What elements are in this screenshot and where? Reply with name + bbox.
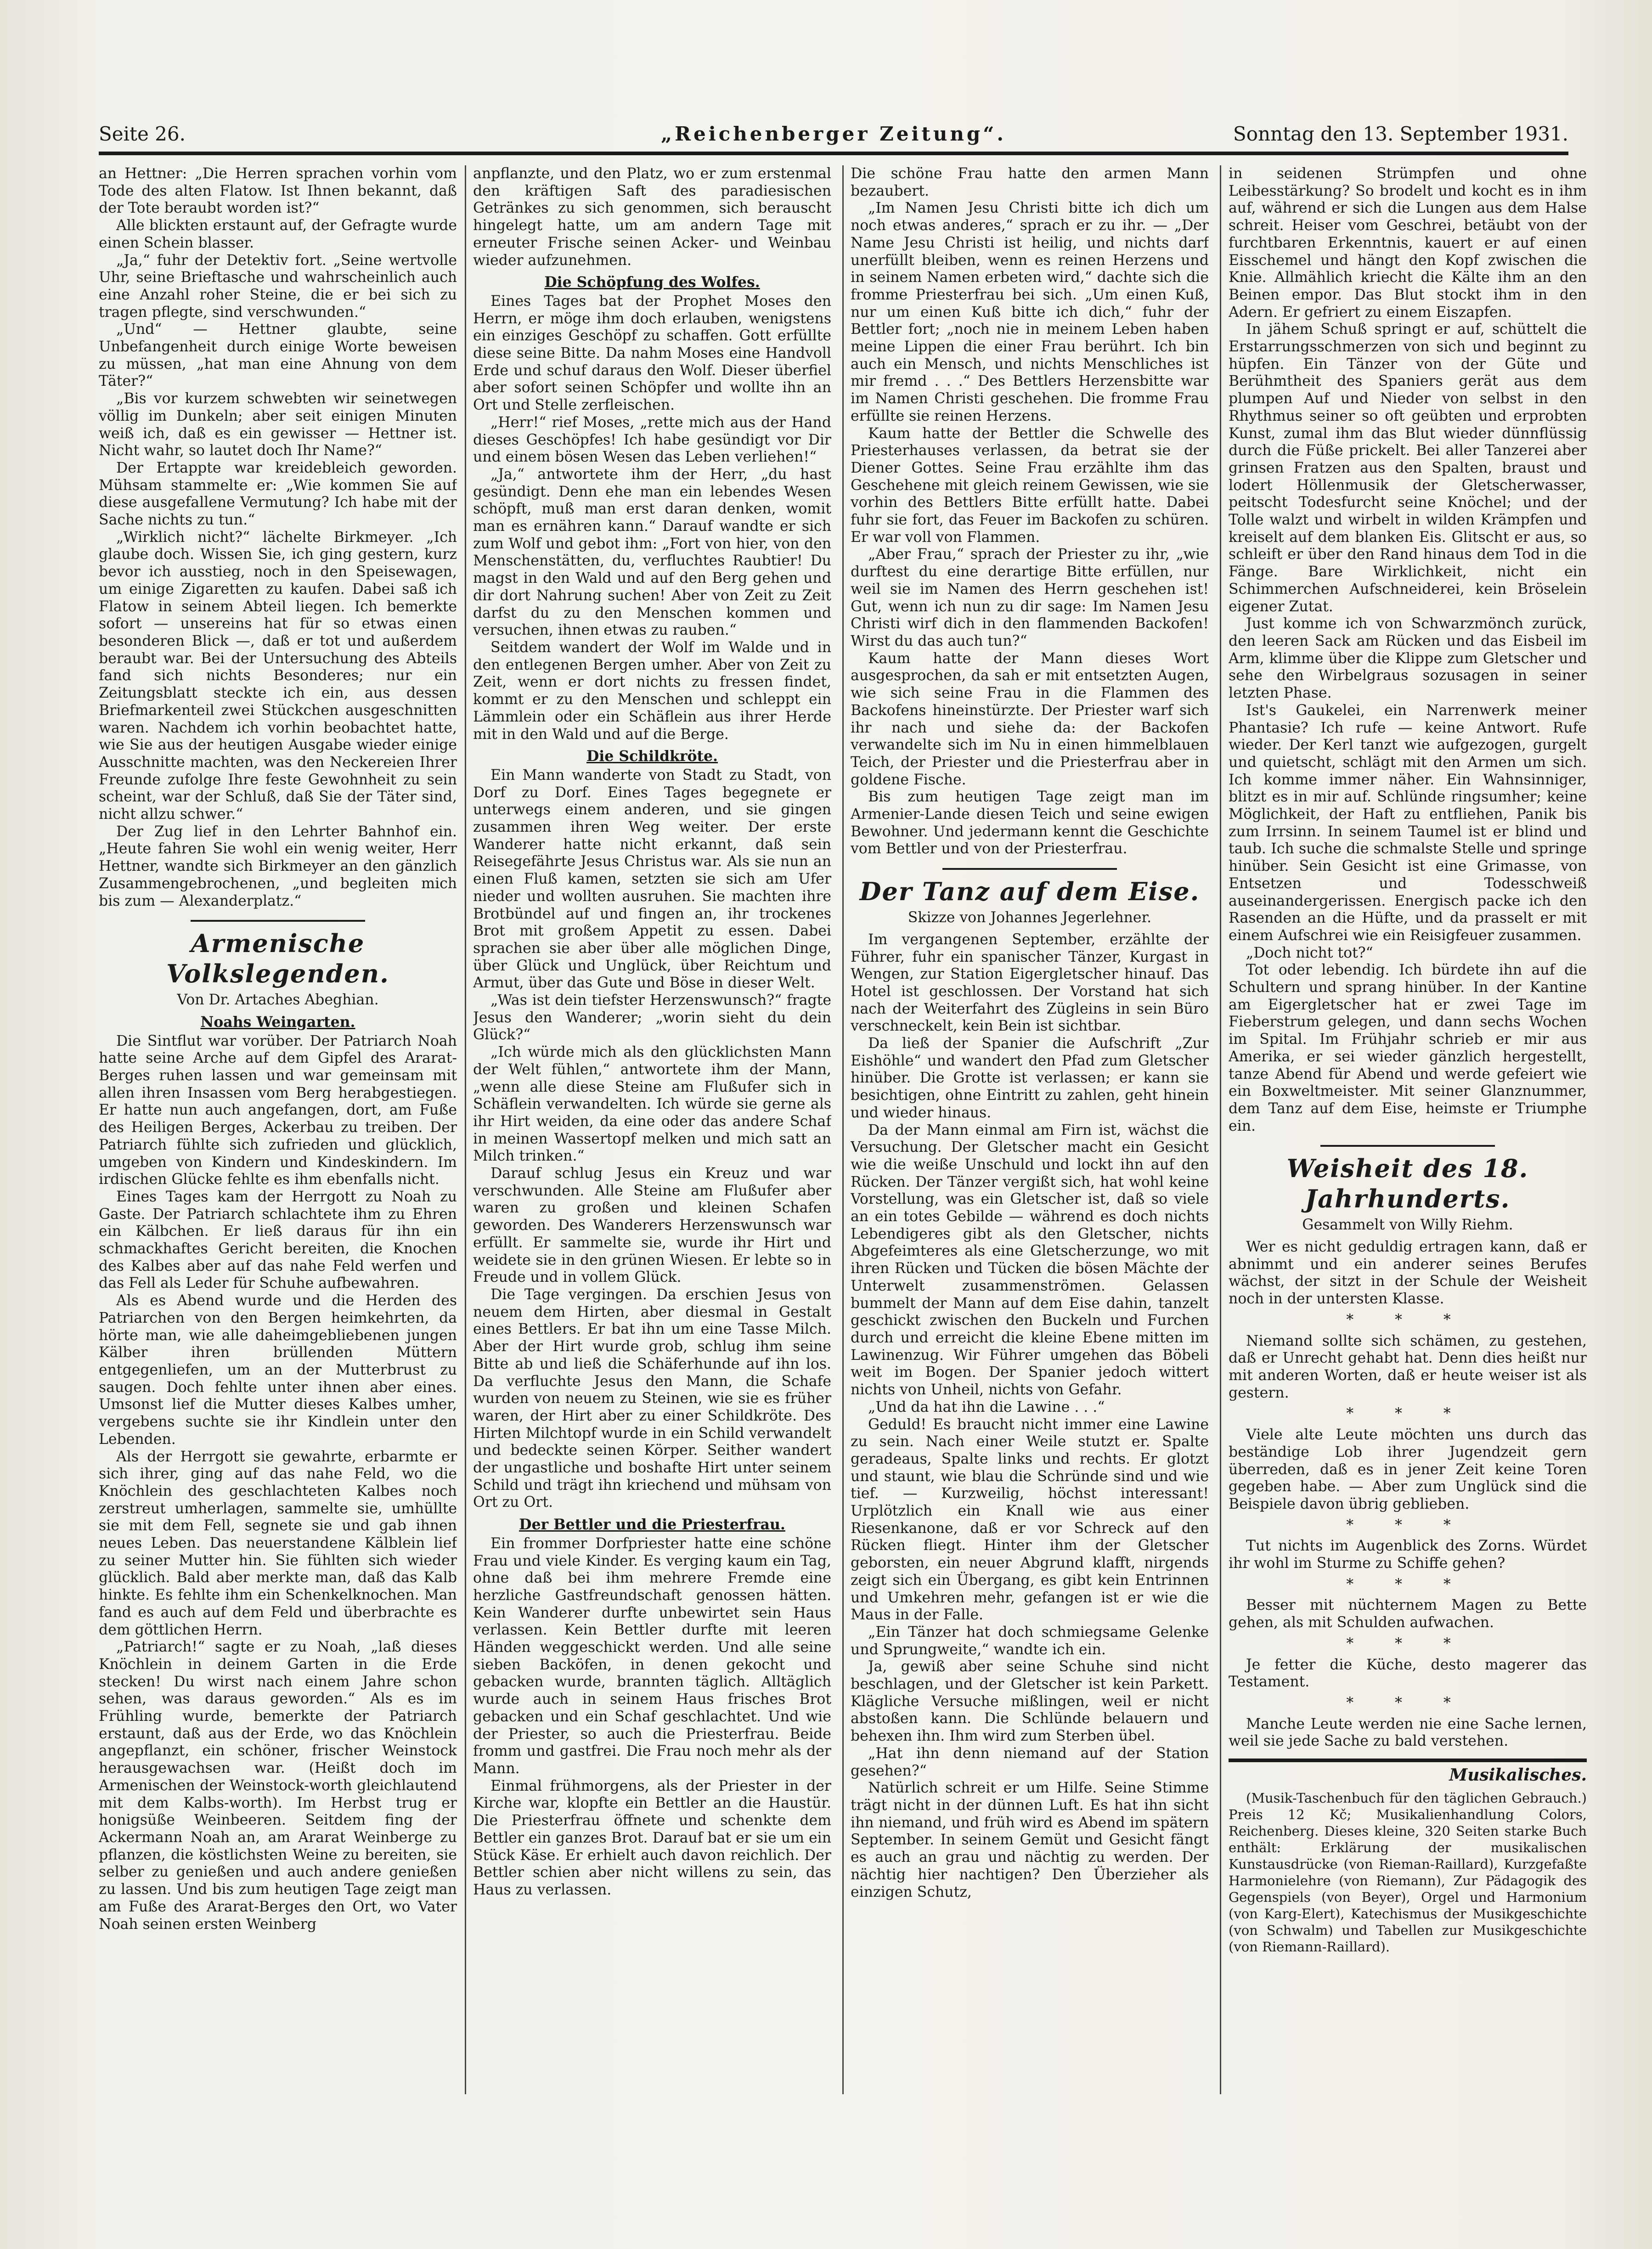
section-rule xyxy=(942,868,1117,870)
paragraph: In jähem Schuß springt er auf, schüttelt die Erstarrungsschmerzen von sich und beginnt zu hüpfen. Ein Tänzer von der Güte und Berühmtheit des Spaniers gerät aus dem plumpen Auf und Nieder von selbst in den Rhythmus seiner so oft geübten und erprobten Kunst, zumal ihm das Blut wieder dünnflüssig durch die Füße prickelt. Bei aller Tanzerei aber grinsen Fratzen aus den Spalten, braust und lodert Höllenmusik der Gletscherwasser, peitscht Todesfurcht seine Knöchel; und der Tolle walzt und wirbelt in wilden Krämpfen und kreiselt auf dem blanken Eis. Glitscht er aus, so schleift er über den Rand hinaus dem Tod in die Fänge. Bare Wirklichkeit, nicht ein Schimmerchen Aufschneiderei, kein Bröselein eigener Zutat. xyxy=(1229,321,1587,615)
feature-byline: Gesammelt von Willy Riehm. xyxy=(1302,1217,1513,1234)
column-2 xyxy=(473,165,831,2085)
paragraph: „Doch nicht tot?“ xyxy=(1246,944,1373,961)
column-divider xyxy=(465,165,466,2094)
saying: Manche Leute werden nie eine Sache lernen, weil sie jede Sache zu bald verstehen. xyxy=(1229,1715,1587,1750)
paragraph: Da der Mann einmal am Firn ist, wächst die Versuchung. Der Gletscher macht ein Gesicht wie die weiße Unschuld und lockt ihn auf den Rücken. Der Tänzer vergißt sich, hat wohl keine Vorstellung, was ein Gletscher ist, daß so viele an ein totes Gebilde — während es doch nichts Lebendigeres gibt als den Gletscher, nichts Abgefeimteres als eine Gletscherzunge, wo mit ihren Rücken und Tücken die bösen Mächte der Unterwelt zusammenströmen. Gelassen bummelt der Mann auf dem Eise dahin, tanzelt geschickt zwischen den Buckeln und Furchen durch und erreicht die kleine Ebene mitten im Lawinenzug. Wir Führer umgehen das Böbeli weit im Bogen. Der Spanier jedoch wittert nichts von Unheil, nichts von Gefahr. xyxy=(851,1122,1209,1398)
paragraph: Ja, gewiß aber seine Schuhe sind nicht beschlagen, und der Gletscher ist kein Parkett. Klägliche Versuche mißlingen, weil er nicht abstoßen kann. Die Schlünde belauern und behexen ihn. Ihm wird zum Sterben übel. xyxy=(851,1658,1209,1745)
paragraph: Ein frommer Dorfpriester hatte eine schöne Frau und viele Kinder. Es verging kaum ein Tag, ohne daß bei ihm mehrere Fremde eine herzliche Gastfreundschaft genossen hätten. Kein Wanderer durfte unbewirtet sein Haus verlassen. Kein Bettler durfte mit leeren Händen weggeschickt werden. Und alle seine sieben Backöfen, in denen gekocht und gebacken wurde, brannten täglich. Alltäglich wurde auch in seinem Haus frisches Brot gebacken und ein Schaf geschlachtet. Und wie der Priester, so auch die Priesterfrau. Beide fromm und gastfrei. Die Frau noch mehr als der Mann. xyxy=(473,1535,831,1777)
issue-date: Sonntag den 13. September 1931. xyxy=(1233,123,1568,145)
paragraph: Der Zug lief in den Lehrter Bahnhof ein. „Heute fahren Sie wohl ein wenig weiter, Herr Hettner, wandte sich Birkmeyer an den gänzlich Zusammengebrochenen, „und begleiten mich bis zum — Alexanderplatz.“ xyxy=(99,823,457,909)
paragraph: Einmal frühmorgens, als der Priester in der Kirche war, klopfte ein Bettler an die Haustür. Die Priesterfrau öffnete und schenkte dem Bettler ein ganzes Brot. Darauf bat er sie um ein Stück Käse. Er erhielt auch davon reichlich. Der Bettler schien aber nicht willens zu sein, das Haus zu verlassen. xyxy=(473,1777,831,1898)
paragraph: Eines Tages kam der Herrgott zu Noah zu Gaste. Der Patriarch schlachtete ihm zu Ehren ein Kälbchen. Er ließ daraus für ihn ein schmackhaftes Gericht bereiten, die Knochen des Kalbes aber auf das nahe Feld werfen und das Fell als Leder für Schuhe aufbewahren. xyxy=(99,1188,457,1292)
paragraph: Kaum hatte der Mann dieses Wort ausgesprochen, da sah er mit entsetzten Augen, wie sich seine Frau in die Flammen des Backofens hineinstürzte. Der Priester warf sich ihr nach und siehe da: der Backofen verwandelte sich im Nu in einen himmelblauen Teich, der Priester und die Priesterfrau aber in goldene Fische. xyxy=(851,650,1209,788)
paragraph: „Hat ihn denn niemand auf der Station gesehen?“ xyxy=(851,1745,1209,1779)
paragraph: an Hettner: „Die Herren sprachen vorhin vom Tode des alten Flatow. Ist Ihnen bekannt, daß der Tote beraubt worden ist?“ xyxy=(99,165,457,217)
paragraph: Die Tage vergingen. Da erschien Jesus von neuem dem Hirten, aber diesmal in Gestalt eines Bettlers. Er bat ihn um eine Tasse Milch. Aber der Hirt wurde grob, schlug ihm seine Bitte ab und ließ die Schäferhunde auf ihn los. Da verfluchte Jesus den Mann, die Schafe wurden von neuem zu Steinen, wie sie es früher waren, der Hirt aber zu einer Schildkröte. Des Hirten Milchtopf wurde in ein Schild verwandelt und bedeckte seinen Körper. Seither wandert der ungastliche und boshafte Hirt unter seinem Schild und trägt ihn kriechend und mühsam von Ort zu Ort. xyxy=(473,1286,831,1511)
star-separator: * * * xyxy=(1346,1576,1469,1593)
subheading: Die Schöpfung des Wolfes. xyxy=(544,274,760,291)
column-3 xyxy=(851,165,1209,2085)
paragraph: Eines Tages bat der Prophet Moses den Herrn, er möge ihm doch erlauben, wenigstens ein einziges Geschöpf zu schaffen. Gott erfüllte diese seine Bitte. Da nahm Moses eine Handvoll Erde und schuf daraus den Wolf. Dieser überfiel aber sofort seinen Schöpfer und wollte ihn an Ort und Stelle zerfleischen. xyxy=(473,293,831,414)
header-rule xyxy=(99,152,1568,155)
subheading: Der Bettler und die Priesterfrau. xyxy=(519,1516,785,1533)
paragraph: „Ein Tänzer hat doch schmiegsame Gelenke und Sprungweite,“ wandte ich ein. xyxy=(851,1623,1209,1658)
paragraph: (Musik-Taschenbuch für den täglichen Gebrauch.) Preis 12 Kč; Musikalienhandlung Colors, Reichenberg. Dieses kleine, 320 Seiten starke Buch enthält: Erklärung der musikalischen Kunstausdrücke (von Rieman-Raillard), Kurzgefaßte Harmonielehre (von Riemann), Zur Pädagogik des Gegenspiels (von Beyer), Orgel und Harmonium (von Karg-Elert), Katechismus der Musikgeschichte (von Schwalm) und Tabellen zur Musikgeschichte (von Riemann-Raillard). xyxy=(1229,1790,1587,1955)
saying: Viele alte Leute möchten uns durch das beständige Lob ihrer Jugendzeit gern überreden, daß es in jener Zeit keine Toren gegeben habe. — Aber zum Unglück sind die Beispiele davon übrig geblieben. xyxy=(1229,1426,1587,1512)
feature-title: Der Tanz auf dem Eise. xyxy=(859,877,1200,907)
star-separator: * * * xyxy=(1346,1635,1469,1652)
paragraph: Geduld! Es braucht nicht immer eine Lawine zu sein. Nach einer Weile stutzt er. Spalte geradeaus, Spalte links und rechts. Er glotzt und staunt, wie blau die Schründe sind und wie tief. — Kurzweilig, höchst interessant! Urplötzlich ein Knall wie aus einer Riesenkanone, daß er vor Schreck auf den Rücken fliegt. Hinter ihm der Gletscher geborsten, ein neuer Abgrund klafft, nirgends zeigt sich ein Übergang, es gibt kein Entrinnen und Umkehren mehr, gefangen ist er wie die Maus in der Falle. xyxy=(851,1416,1209,1623)
paragraph: Als es Abend wurde und die Herden des Patriarchen von den Bergen heimkehrten, da hörte man, wie alle daheimgebliebenen jungen Kälber ihren brüllenden Müttern entgegenliefen, um an der Mutterbrust zu saugen. Doch fehlte unter ihnen aber eines. Umsonst lief die Mutter dieses Kalbes umher, vergebens suchte sie ihr Kindlein unter den Lebenden. xyxy=(99,1292,457,1448)
paragraph: Ist's Gaukelei, ein Narrenwerk meiner Phantasie? Ich rufe — keine Antwort. Rufe wieder. Der Kerl tanzt wie aufgezogen, gurgelt und quietscht, schlägt mit den Armen um sich. Ich komme immer näher. Ein Wahnsinniger, blitzt es in mir auf. Schlünde ringsumher; keine Möglichkeit, der Haft zu entfliehen, Panik bis zum Irrsinn. In seinem Taumel ist er blind und taub. Ich suche die schmalste Stelle und springe hinüber. Sein Gesicht ist eine Grimasse, von Entsetzen und Todesschweiß auseinandergerissen. Energisch packe ich den Rasenden an die Hüfte, und da prasselt er mit einem Aufschrei wie ein Reisigfeuer zusammen. xyxy=(1229,702,1587,944)
paragraph: „Im Namen Jesu Christi bitte ich dich um noch etwas anderes,“ sprach er zu ihr. — „Der Name Jesu Christi ist heilig, und nichts darf unerfüllt bleiben, wenn es reinen Herzens und in seinem Namen erbeten wird,“ dachte sich die fromme Priesterfrau bei sich. „Um einen Kuß, nur um einen Kuß bitte ich dich,“ fuhr der Bettler fort; „noch nie in meinem Leben haben meine Lippen die einer Frau berührt. Ich bin auch ein Mensch, und nichts Menschliches ist mir fremd . . .“ Des Bettlers Herzensbitte war im Namen Christi geschehen. Die fromme Frau erfüllte sie reinen Herzens. xyxy=(851,200,1209,424)
paragraph: „Was ist dein tiefster Herzenswunsch?“ fragte Jesus den Wanderer; „worin sieht du dein Glück?“ xyxy=(473,992,831,1043)
column-1 xyxy=(99,165,457,2085)
column-divider xyxy=(1220,165,1221,2094)
page-number: Seite 26. xyxy=(99,123,186,145)
section-heading: Musikalisches. xyxy=(1449,1765,1587,1785)
paragraph: in seidenen Strümpfen und ohne Leibesstärkung? So brodelt und kocht es in ihm auf, während er sich die Lungen aus dem Halse schreit. Heiser vom Geschrei, betäubt von der furchtbaren Erkenntnis, kauert er auf einen Eisschemel und hängt den Kopf zwischen die Knie. Allmählich kriecht die Kälte ihm an den Beinen empor. Das Blut stockt ihm in den Adern. Er gefriert zu einem Eiszapfen. xyxy=(1229,165,1587,321)
page-header xyxy=(99,120,1568,148)
paragraph: Die Sintflut war vorüber. Der Patriarch Noah hatte seine Arche auf dem Gipfel des Ararat-Berges ruhen lassen und war gemeinsam mit allen ihren Insassen vom Berg herabgestiegen. Er hatte nun auch angefangen, dort, am Fuße des Heiligen Berges, Ackerbau zu treiben. Der Patriarch fühlte sich zufrieden und glücklich, umgeben von Kindern und Kindeskindern. Im irdischen Glücke fehlte es ihm ebenfalls nicht. xyxy=(99,1032,457,1188)
feature-title: Armenische Volkslegenden. xyxy=(166,929,389,989)
paragraph: Die schöne Frau hatte den armen Mann bezaubert. xyxy=(851,165,1209,199)
star-separator: * * * xyxy=(1346,1311,1469,1328)
star-separator: * * * xyxy=(1346,1516,1469,1533)
paragraph: Natürlich schreit er um Hilfe. Seine Stimme trägt nicht in der dünnen Luft. Es hat ihn sicht ihn niemand, und früh wird es Abend im spätern September. In seinem Gemüt und Gesicht fängt es auch an grau und nächtig zu werden. Der nächtig hier nachtigen? Den Überzieher als einzigen Schutz, xyxy=(851,1780,1209,1900)
paragraph: „Wirklich nicht?“ lächelte Birkmeyer. „Ich glaube doch. Wissen Sie, ich ging gestern, kurz bevor ich ausstieg, noch in den Speisewagen, um einige Zigaretten zu kaufen. Dabei saß ich Flatow in seinem Abteil liegen. Ich bemerkte sofort — unsereins hat für so etwas einen besonderen Blick —, daß er tot und außerdem beraubt war. Bei der Untersuchung des Abteils fand sich nichts Besonderes; nur ein Zeitungsblatt steckte ich ein, aus dessen Briefmarkenteil zwei Stückchen ausgeschnitten waren. Nachdem ich vorhin beobachtet hatte, wie Sie aus der heutigen Ausgabe wieder einige Ausschnitte machten, was den Neckereien Ihrer Freunde zufolge Ihre feste Gewohnheit zu sein scheint, war der Schluß, daß Sie der Täter sind, nicht allzu schwer.“ xyxy=(99,529,457,823)
feature-byline: Von Dr. Artaches Abeghian. xyxy=(177,992,379,1009)
paragraph: Seitdem wandert der Wolf im Walde und in den entlegenen Bergen umher. Aber von Zeit zu Zeit, wenn er dort nichts zu fressen findet, kommt er zu den Menschen und schleppt ein Lämmlein oder ein Schäflein aus ihrer Herde mit in den Wald und auf die Berge. xyxy=(473,639,831,743)
paragraph: Als der Herrgott sie gewahrte, erbarmte er sich ihrer, ging auf das nahe Feld, wo die Knöchlein des geschlachteten Kalbes noch zerstreut umherlagen, sammelte sie, umhüllte sie mit dem Fell, segnete sie und gab ihnen neues Leben. Das neuerstandene Kälblein lief zu seiner Mutter hin. Sie fühlten sich wieder glücklich. Bald aber merkte man, daß das Kalb hinkte. Es fehlte ihm ein Schenkelknochen. Man fand es auch auf dem Feld und überbrachte es dem göttlichen Herrn. xyxy=(99,1448,457,1638)
paragraph: Tot oder lebendig. Ich bürdete ihn auf die Schultern und sprang hinüber. In der Kantine am Eigergletscher hat er zwei Tage im Fieberstrum gelegen, und dann sechs Wochen im Spital. Im Frühjahr schrieb er mir aus Amerika, er sei wieder gänzlich hergestellt, tanze Abend für Abend und werde gefeiert wie ein Boxweltmeister. Mit seiner Glanznummer, dem Tanz auf dem Eise, heimste er Triumphe ein. xyxy=(1229,962,1587,1134)
paragraph: „Und da hat ihn die Lawine . . .“ xyxy=(868,1398,1105,1415)
paragraph: „Patriarch!“ sagte er zu Noah, „laß dieses Knöchlein in deinem Garten in die Erde stecken! Du wirst nach einem Jahre schon sehen, was daraus geworden.“ Als es im Frühling wurde, bemerkte der Patriarch erstaunt, daß aus der Erde, wo das Knöchlein angepflanzt, ein schöner, frischer Weinstock herausgewachsen war. (Heißt doch im Armenischen der Weinstock-worth gleichlautend mit dem Kalbs-worth). Im Herbst trug er honigsüße Weinbeeren. Seitdem fing der Ackermann Noah an, am Ararat Weinberge zu pflanzen, die köstlichsten Weine zu bereiten, sie selber zu genießen und auch andere genießen zu lassen. Und bis zum heutigen Tage zeigt man am Fuße des Ararat-Berges den Ort, wo Vater Noah seinen ersten Weinberg xyxy=(99,1639,457,1933)
paragraph: anpflanzte, und den Platz, wo er zum erstenmal den kräftigen Saft des paradiesischen Getränkes zu sich genommen, sich berauscht hingelegt hatte, um am andern Tage mit erneuter Frische seinen Acker- und Weinbau wieder aufzunehmen. xyxy=(473,165,831,269)
paragraph: Darauf schlug Jesus ein Kreuz und war verschwunden. Alle Steine am Flußufer aber waren zu großen und kleinen Schafen geworden. Des Wanderers Herzenswunsch war erfüllt. Er sammelte sie, wurde ihr Hirt und weidete sie in den grünen Wiesen. Er lebte so in Freude und in vollem Glück. xyxy=(473,1165,831,1286)
paragraph: „Aber Frau,“ sprach der Priester zu ihr, „wie durftest du eine derartige Bitte erfüllen, nur weil sie im Namen des Herrn geschehen ist! Gut, wenn ich nun zu dir sage: Im Namen Jesu Christi wirf dich in den flammenden Backofen! Wirst du das auch tun?“ xyxy=(851,546,1209,649)
subheading: Die Schildkröte. xyxy=(586,748,718,765)
paragraph: Bis zum heutigen Tage zeigt man im Armenier-Lande diesen Teich und seine ewigen Bewohner. Und jedermann kennt die Geschichte vom Bettler und von der Priesterfrau. xyxy=(851,789,1209,857)
paragraph: „Ich würde mich als den glücklichsten Mann der Welt fühlen,“ antwortete ihm der Mann, „wenn alle diese Steine am Flußufer sich in Schäflein verwandelten. Ich würde sie gerne als ihr Hirt weiden, da eine oder das andere Schaf in meinen Wassertopf melken und mich satt an Milch trinken.“ xyxy=(473,1044,831,1165)
column-divider xyxy=(842,165,844,2094)
paragraph: Alle blickten erstaunt auf, der Gefragte wurde einen Schein blasser. xyxy=(99,217,457,251)
paragraph: Kaum hatte der Bettler die Schwelle des Priesterhauses verlassen, da betrat sie der Diener Gottes. Seine Frau erzählte ihm das Geschehene mit gleich reinem Gewissen, wie sie vorhin des Bettlers Bitte erfüllt hatte. Dabei fuhr sie fort, das Feuer im Backofen zu schüren. Er war voll von Flammen. xyxy=(851,425,1209,546)
saying: Besser mit nüchternem Magen zu Bette gehen, als mit Schulden aufwachen. xyxy=(1229,1597,1587,1631)
paragraph: „Ja,“ antwortete ihm der Herr, „du hast gesündigt. Denn ehe man ein lebendes Wesen schöpft, muß man erst daran denken, womit man es ernähren kann.“ Darauf wandte er sich zum Wolf und gebot ihm: „Fort von hier, von den Menschenstätten, du, verfluchtes Raubtier! Du magst in den Wald und auf den Berg gehen und dir dort Nahrung suchen! Aber von Zeit zu Zeit darfst du zu den Menschen kommen und versuchen, ihnen etwas zu rauben.“ xyxy=(473,466,831,639)
column-4 xyxy=(1229,165,1587,2085)
paragraph: Just komme ich von Schwarzmönch zurück, den leeren Sack am Rücken und das Eisbeil im Arm, klimme über die Klippe zum Gletscher und sehe den Wirbelgraus sozusagen in seiner letzten Phase. xyxy=(1229,615,1587,702)
star-separator: * * * xyxy=(1346,1405,1469,1422)
saying: Tut nichts im Augenblick des Zorns. Würdet ihr wohl im Sturme zu Schiffe gehen? xyxy=(1229,1538,1587,1572)
saying: Je fetter die Küche, desto magerer das Testament. xyxy=(1229,1656,1587,1691)
section-rule xyxy=(1229,1759,1587,1762)
paragraph: „Bis vor kurzem schwebten wir seinetwegen völlig im Dunkeln; aber seit einigen Minuten weiß ich, daß es ein gewisser — Hettner ist. Nicht wahr, so lautet doch Ihr Name?“ xyxy=(99,390,457,459)
paragraph: „Und“ — Hettner glaubte, seine Unbefangenheit durch einige Worte beweisen zu müssen, „hat man eine Ahnung von dem Täter?“ xyxy=(99,321,457,390)
feature-title: Weisheit des 18. Jahrhunderts. xyxy=(1286,1154,1529,1214)
saying: Wer es nicht geduldig ertragen kann, daß er abnimmt und ein anderer seines Berufes wächst, der sitzt in der Schule der Weisheit noch in der untersten Klasse. xyxy=(1229,1239,1587,1308)
paragraph: Der Ertappte war kreidebleich geworden. Mühsam stammelte er: „Wie kommen Sie auf diese ausgefallene Vermutung? Ich habe mit der Sache nichts zu tun.“ xyxy=(99,459,457,529)
paragraph: „Herr!“ rief Moses, „rette mich aus der Hand dieses Geschöpfes! Ich habe gesündigt vor Dir und einem bösen Wesen das Leben verliehen!“ xyxy=(473,414,831,466)
star-separator: * * * xyxy=(1346,1694,1469,1711)
section-rule xyxy=(1320,1145,1495,1147)
feature-byline: Skizze von Johannes Jegerlehner. xyxy=(908,909,1152,926)
section-rule xyxy=(191,920,365,922)
paragraph: Im vergangenen September, erzählte der Führer, fuhr ein spanischer Tänzer, Kurgast in Wengen, zur Station Eigergletscher hinauf. Das Hotel ist geschlossen. Der Vorstand hat sich nach der Weiterfahrt des Zügleins in sein Büro verschneckelt, kein Bein ist sichtbar. xyxy=(851,931,1209,1035)
masthead: „Reichenberger Zeitung“. xyxy=(660,123,1007,145)
saying: Niemand sollte sich schämen, zu gestehen, daß er Unrecht gehabt hat. Denn dies heißt nur mit anderen Worten, daß er heute weiser ist als gestern. xyxy=(1229,1332,1587,1401)
paragraph: „Ja,“ fuhr der Detektiv fort. „Seine wertvolle Uhr, seine Brieftasche und wahrscheinlich auch eine Anzahl roher Steine, die er bei sich zu tragen pflegte, sind verschwunden.“ xyxy=(99,252,457,321)
paragraph: Ein Mann wanderte von Stadt zu Stadt, von Dorf zu Dorf. Eines Tages begegnete er unterwegs einem anderen, und sie gingen zusammen ihren Weg weiter. Der erste Wanderer hatte nicht erkannt, daß sein Reisegefährte Jesus Christus war. Als sie nun an einen Fluß kamen, setzten sie sich am Ufer nieder und wollten ausruhen. Sie machten ihre Brotbündel auf und fingen an, ihr trockenes Brot mit großem Appetit zu essen. Dabei sprachen sie aber über alle möglichen Dinge, über Glück und Unglück, über Reichtum und Armut, über das Gute und Böse in dieser Welt. xyxy=(473,767,831,992)
subheading: Noahs Weingarten. xyxy=(200,1013,355,1031)
paragraph: Da ließ der Spanier die Aufschrift „Zur Eishöhle“ und wandert den Pfad zum Gletscher hinüber. Die Grotte ist verlassen; er kann sie besichtigen, ohne Eintritt zu zahlen, geht hinein und wieder hinaus. xyxy=(851,1035,1209,1121)
